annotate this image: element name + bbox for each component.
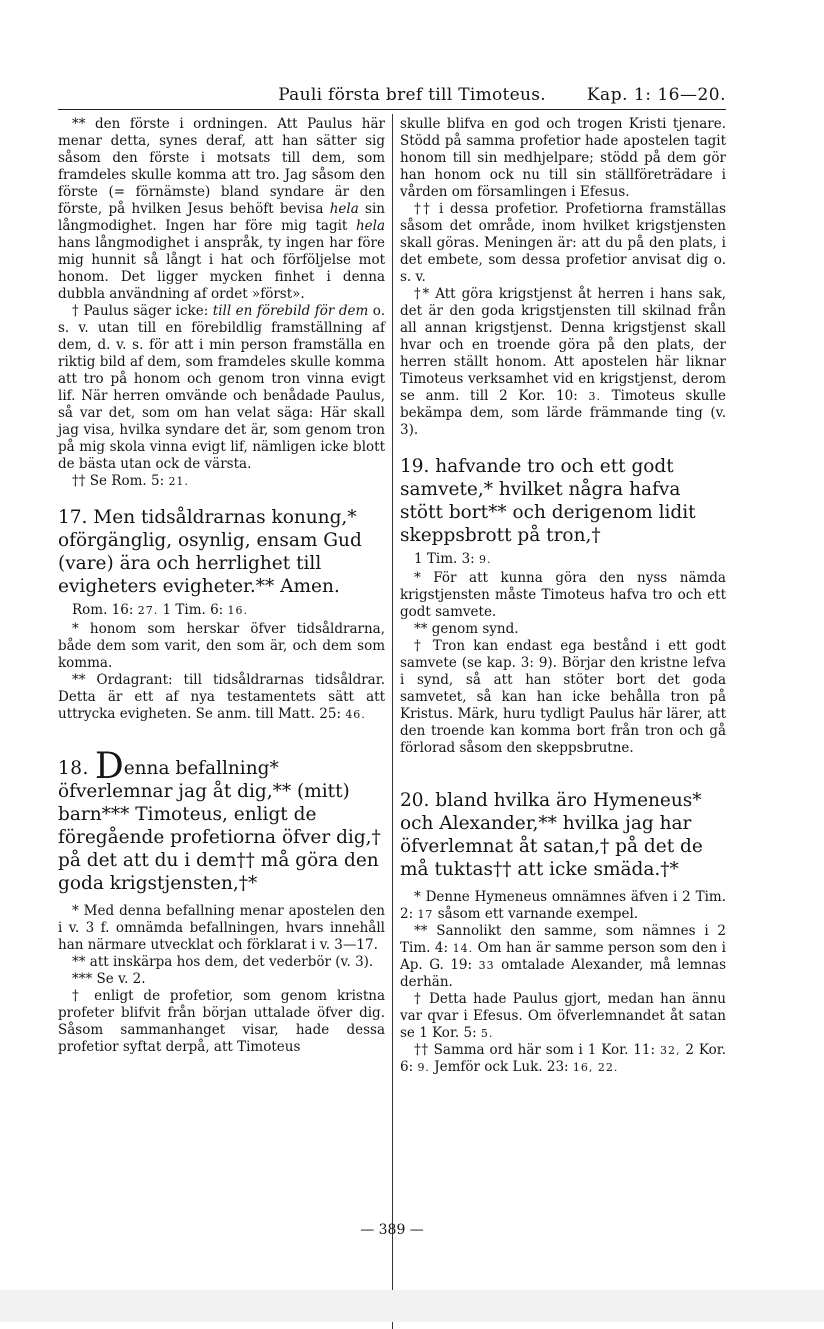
footnote: † enligt de profetior, som genom kristna profeter blifvit från början uttalade öfver dig. Såsom sammanhanget visar, hade dessa profetior syftat derpå, att Timoteus xyxy=(58,988,385,1055)
footnote: ** att inskärpa hos dem, det vederbör (v. 3). xyxy=(72,954,374,970)
footnote: †† i dessa profetior. Profetiorna framställas såsom det område, inom hvilket krigstjensten skall göras. Meningen är: att du på den plats, i det embete, som dessa profetior anvisat dig o. s. v. xyxy=(400,201,726,285)
footnote: * För att kunna göra den nyss nämda krigstjensten måste Timoteus hafva tro och ett godt samvete. xyxy=(400,570,726,620)
footnote: ** den förste i ordningen. Att Paulus här menar detta, synes deraf, att han sätter sig såsom den förste i motsats till dem, som framdeles skulle komma att tro. Jag såsom den förste (= förnämste) bland syndare är den förste, på hvilken Jesus behöft bevisa hela sin långmodighet. Ingen har före mig tagit hela hans långmodighet i anspråk, ty ingen har före mig hunnit så långt i hat och förföljelse mot honom. Det ligger mycken finhet i denna dubbla användning af ordet »först». xyxy=(58,116,385,302)
verse-17: 17. Men tidsåldrarnas konung,* oförgänglig, osynlig, ensam Gud (vare) ära och herrlighet till evigheters evigheter.** Amen. xyxy=(58,507,362,597)
footnote: † Tron kan endast ega bestånd i ett godt samvete (se kap. 3: 9). Börjar den kristne lefva i synd, så att han stöter bort det goda samvetet, så kan han icke behålla tron på Kristus. Märk, huru tydligt Paulus här lärer, att den troende kan komma bort från tron och gå förlorad såsom den skeppsbrutne. xyxy=(400,638,726,756)
footnote: * Med denna befallning menar apostelen den i v. 3 f. omnämda befallningen, hvars innehåll han närmare utvecklat och förklarat i v. 3—17. xyxy=(58,903,385,953)
footnote: ** Sannolikt den samme, som nämnes i 2 Tim. 4: 14. Om han är samme person som den i Ap. G. 19: 33 omtalade Alexander, må lemnas derhän. xyxy=(400,923,727,990)
column-divider xyxy=(392,114,393,1329)
verse-18: 18. Denna befallning* öfverlemnar jag åt dig,** (mitt) barn*** Timoteus, enligt de föregående profetiorna öfver dig,† på det att du i dem†† må göra den goda krigstjensten,†* xyxy=(58,746,381,894)
footnote: †† Samma ord här som i 1 Kor. 11: 32, 2 Kor. 6: 9. Jemför ock Luk. 23: 16, 22. xyxy=(400,1042,726,1075)
footnote: †† Se Rom. 5: 21. xyxy=(72,473,189,489)
right-column xyxy=(400,116,726,1076)
footnote: ** Ordagrant: till tidsåldrarnas tidsåldrar. Detta är ett af nya testamentets sätt att uttrycka evigheten. Se anm. till Matt. 25: 46. xyxy=(58,672,385,722)
verse-20: 20. bland hvilka äro Hymeneus* och Alexander,** hvilka jag har öfverlemnat åt satan,† på det de må tuktas†† att icke smäda.†* xyxy=(400,790,703,880)
footnote: † Detta hade Paulus gjort, medan han ännu var qvar i Efesus. Om öfverlemnandet åt satan se 1 Kor. 5: 5. xyxy=(400,991,726,1041)
footnote-continuation: skulle blifva en god och trogen Kristi tjenare. Stödd på samma profetior hade apostelen tagit honom till sin medhjelpare; stödd på dem gör han honom ock nu till sin ställföreträdare i vården om församlingen i Efesus. xyxy=(400,116,726,200)
verse-19: 19. hafvande tro och ett godt samvete,* hvilket några hafva stött bort** och derigenom lidit skeppsbrott på tron,† xyxy=(400,456,696,546)
book-page xyxy=(58,0,726,1322)
footnote: † Paulus säger icke: till en förebild för dem o. s. v. utan till en förebildlig framställning af dem, d. v. s. för att i min person framställa en riktig bild af dem, som framdeles skulle komma att tro på honom och genom tron vinna evigt lif. När herren omvände och benådade Paulus, så var det, som om han velat säga: Här skall jag visa, hvilka syndare det är, som genom tron på mig skola vinna evigt lif, nämligen icke blott de bästa utan ock de värsta. xyxy=(58,303,385,472)
running-header xyxy=(58,85,726,111)
left-column xyxy=(58,116,385,1056)
scan-edge xyxy=(0,1290,824,1322)
footnote: †* Att göra krigstjenst åt herren i hans sak, det är den goda krigstjensten till skilnad från all annan krigstjenst. Denna krigstjenst skall hvar och en troende göra på den plats, der herren ställt honom. Att apostelen här liknar Timoteus verksamhet vid en krigstjenst, derom se anm. till 2 Kor. 10: 3. Timoteus skulle bekämpa dem, som lärde främmande ting (v. 3). xyxy=(400,286,726,438)
cross-reference: 1 Tim. 3: 9. xyxy=(414,551,492,567)
footnote: * Denne Hymeneus omnämnes äfven i 2 Tim. 2: 17 såsom ett varnande exempel. xyxy=(400,889,726,922)
page-number: — 389 — xyxy=(360,1222,424,1238)
drop-initial: D xyxy=(94,746,124,787)
footnote: ** genom synd. xyxy=(414,621,519,637)
footnote: *** Se v. 2. xyxy=(72,971,146,987)
header-rule xyxy=(58,109,726,110)
chapter-verse-reference: Kap. 1: 16—20. xyxy=(586,85,726,105)
cross-reference: Rom. 16: 27. 1 Tim. 6: 16. xyxy=(72,602,249,618)
running-title: Pauli första bref till Timoteus. xyxy=(278,85,546,105)
footnote: * honom som herskar öfver tidsåldrarna, både dem som varit, den som är, och dem som komma. xyxy=(58,621,385,671)
